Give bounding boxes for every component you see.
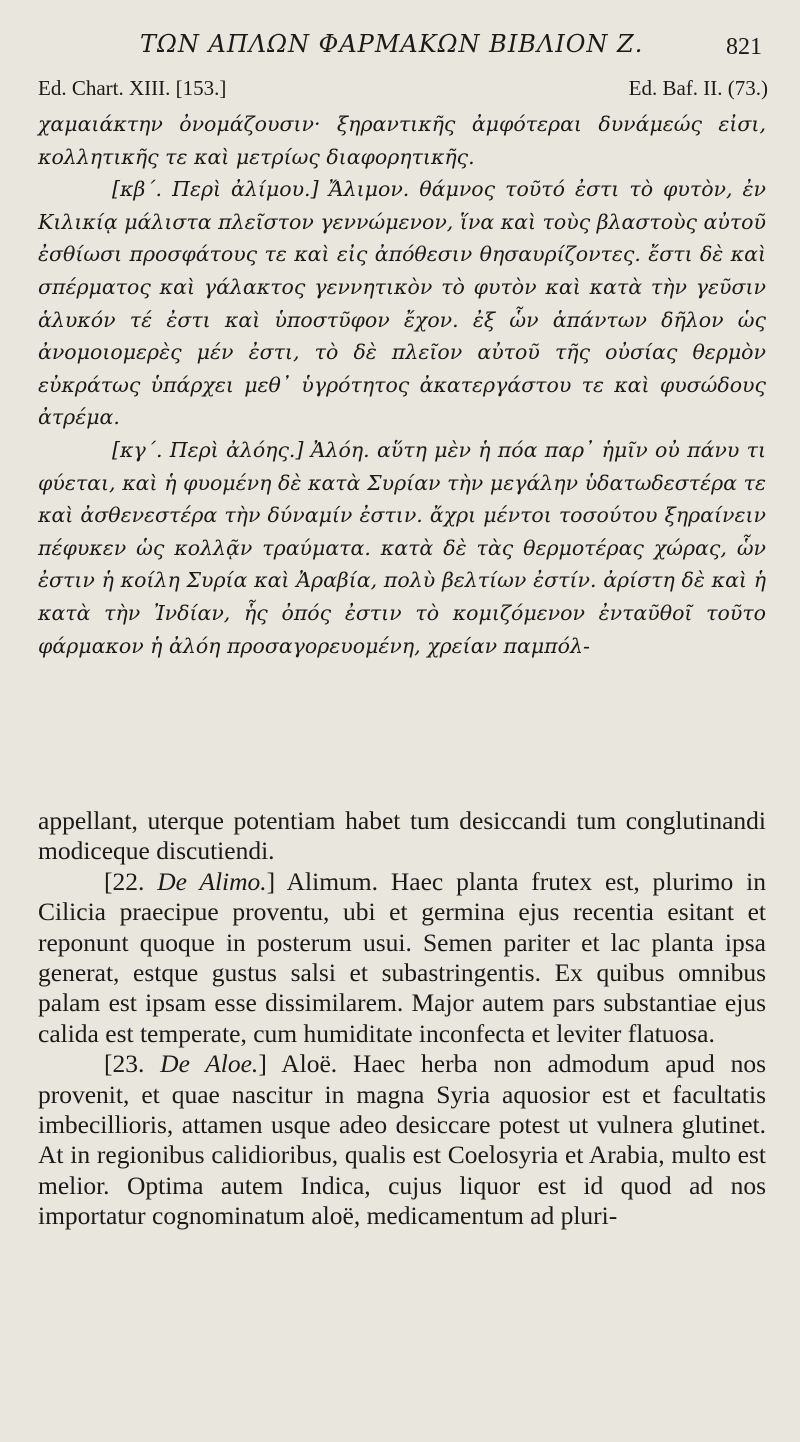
latin-section-label — [104, 1049, 267, 1078]
page-number: 821 — [726, 34, 762, 60]
label-number: [22. — [104, 866, 145, 896]
latin-section-aloe — [38, 1049, 766, 1231]
greek-section-text: Ἄλιμον. θάμνος τοῦτό ἐστι τὸ φυτὸν, ἐν Κιλικίᾳ μάλιστα πλεῖστον γεννώμενον, ἵνα καὶ τοὺς βλαστοὺς αὐτοῦ ἐσθίωσι προσφάτους τε καὶ εἰς ἀπόθεσιν θησαυρίζοντες. ἔστι δὲ καὶ σπέρματος καὶ γάλακτος γεννητικὸν τὸ φυτὸν καὶ κατὰ τὴν γεῦσιν ἁλυκόν τέ ἐστι καὶ ὑποστῦφον ἔχον. ἐξ ὧν ἁπάντων δῆλον ὡς ἀνομοιομερὲς μέν ἐστι, τὸ δὲ πλεῖον αὐτοῦ τῆς οὐσίας θερμὸν εὐκράτως ὑπάρχει μεθ᾽ ὑγρότητος ἀκατεργάστου τε καὶ φυσώδους ἀτρέμα. — [38, 177, 766, 430]
greek-intro-text: χαμαιάκτην ὀνομάζουσιν· ξηραντικῆς ἀμφότεραι δυνάμεώς εἰσι, κολλητικῆς τε καὶ μετρίως διαφορητικῆς. — [38, 112, 766, 169]
latin-section-text: Alimum. Haec planta frutex est, plurimo in Cilicia praecipue proventu, ubi et germina ejus recentia esitant et reponunt quoque in posterum usui. Semen pariter et lac planta ipsa generat, estque gustus salsi et subastringentis. Ex quibus omnibus palam est ipsam esse dissimilarem. Major autem pars substantiae ejus calida est temperate, cum humiditate inconfecta et leviter flatuosa. — [38, 866, 766, 1048]
greek-section-text: Ἀλόη. αὕτη μὲν ἡ πόα παρ᾽ ἡμῖν οὐ πάνυ τι φύεται, καὶ ἡ φυομένη δὲ κατὰ Συρίαν τὴν μεγάλην ὑδατωδεστέρα τε καὶ ἀσθενεστέρα τὴν δύναμίν ἐστιν. ἄχρι μέντοι τοσούτου ξηραίνειν πέφυκεν ὡς κολλᾷν τραύματα. κατὰ δὲ τὰς θερμοτέρας χώρας, ὧν ἐστιν ἡ κοίλη Συρία καὶ Ἀραβία, πολὺ βελτίων ἐστίν. ἀρίστη δὲ καὶ ἡ κατὰ τὴν Ἰνδίαν, ἧς ὀπός ἐστιν τὸ κομιζόμενον ἐνταῦθοῖ τοῦτο φάρμακον ἡ ἀλόη προσαγορευομένη, χρείαν παμπόλ- — [38, 437, 766, 658]
latin-section-label — [104, 867, 275, 896]
greek-intro-paragraph — [38, 108, 766, 173]
label-title: De Alimo. — [157, 866, 267, 896]
running-title: ΤΩΝ ΑΠΛΩΝ ΦΑΡΜΑΚΩΝ ΒΙΒΛΙΟΝ Ζ. — [140, 30, 644, 58]
latin-section-text: Aloë. Haec herba non admodum apud nos provenit, et quae nascitur in magna Syria aquosior est et facultatis imbecillioris, attamen usque adeo desiccare potest ut vulnera glutinet. At in regionibus calidioribus, qualis est Coelosyria et Arabia, multo est melior. Optima autem Indica, cujus liquor est id quod ad nos importatur cognominatum aloë, medicamentum ad pluri- — [38, 1049, 767, 1231]
latin-text-column — [38, 806, 766, 1232]
latin-intro-text: appellant, uterque potentiam habet tum desiccandi tum conglutinandi modiceque discutiendi. — [38, 806, 766, 866]
edition-references — [38, 76, 768, 108]
edition-basel-ref: Ed. Baf. II. (73.) — [628, 76, 768, 100]
label-bracket: ] — [258, 1049, 267, 1079]
running-head — [0, 24, 800, 64]
greek-text-column — [38, 108, 766, 662]
greek-section-label: [κβ΄. Περὶ ἀλίμου.] — [112, 177, 319, 202]
latin-section-alimus — [38, 867, 766, 1049]
greek-section-aloe — [38, 434, 766, 662]
greek-section-label: [κγ΄. Περὶ ἀλόης.] — [112, 437, 304, 462]
label-bracket: ] — [266, 866, 276, 896]
edition-chartier-ref: Ed. Chart. XIII. [153.] — [38, 76, 227, 100]
latin-intro-paragraph — [38, 806, 766, 867]
label-title: De Aloe. — [160, 1049, 259, 1079]
label-number: [23. — [104, 1049, 145, 1079]
greek-section-alimus — [38, 173, 766, 434]
